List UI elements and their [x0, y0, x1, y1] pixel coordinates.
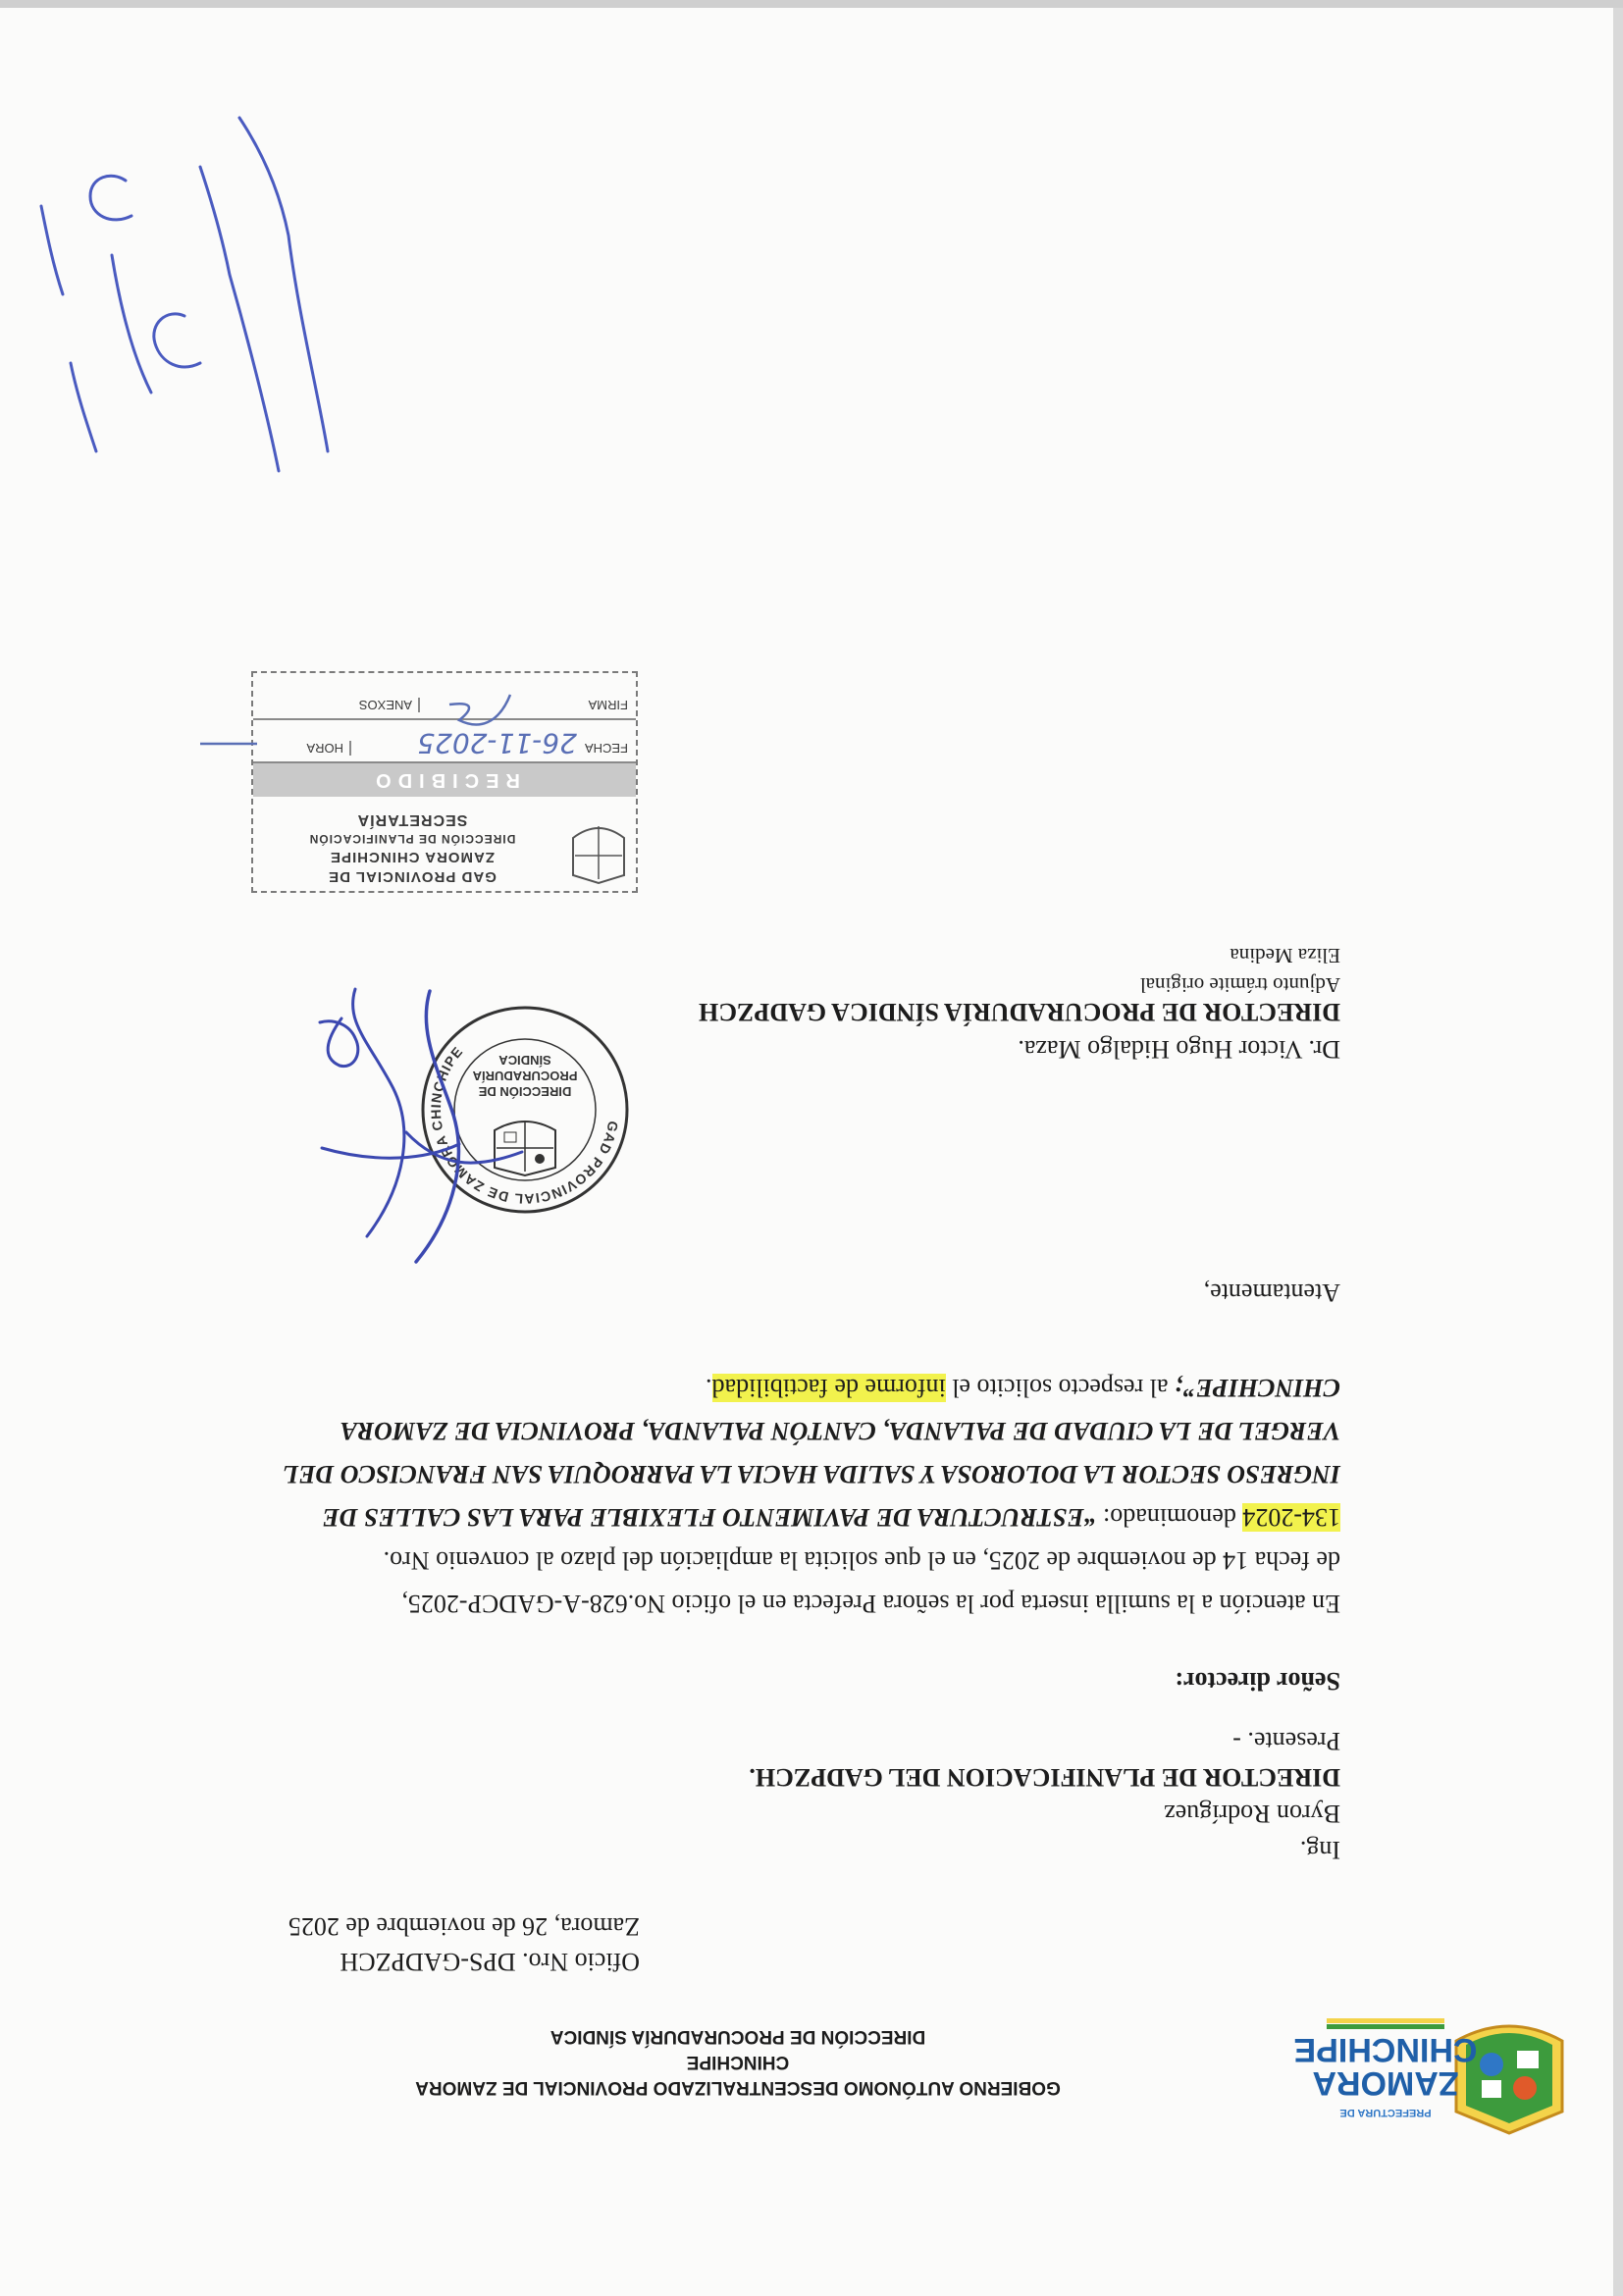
annex-note: Adjunto trámite original [1139, 973, 1340, 997]
addressee-title: Ing. [1299, 1836, 1340, 1864]
factibilidad-highlight: informe de factibilidad [711, 1374, 946, 1402]
reception-line-4: SECRETARÍA [356, 811, 468, 828]
stamp-line-2: PROCURADURÍA [472, 1069, 578, 1083]
institution-header [355, 2023, 1121, 2100]
body-line-2: de fecha 14 de noviembre de 2025, en el que solicita la ampliación del plazo al convenio Nro. [383, 1546, 1340, 1575]
signer-block [699, 993, 1340, 1068]
annex-block [1140, 941, 1340, 1000]
stamp-line-1: DIRECCIÓN DE [478, 1084, 572, 1099]
convenio-number-highlight: 134-2024 [1242, 1503, 1340, 1532]
reception-initial-scribble [440, 685, 518, 734]
salutation: Señor director: [1175, 1667, 1340, 1696]
reception-date-value: 26-11-2025 [417, 727, 577, 759]
logo-small-text: PREFECTURA DE [1339, 2107, 1432, 2118]
reception-annex-label: ANEXOS [359, 698, 420, 712]
body-line-1: En atención a la sumilla inserta por la señora Prefecta en el oficio No.628-A-GADCP-2025, [401, 1590, 1340, 1618]
body-request: al respecto solicito el [952, 1374, 1169, 1402]
addressee-position: DIRECTOR DE PLANIFICACION DEL GADPZCH. [749, 1763, 1340, 1792]
project-name-line-3: VERGEL DE LA CIUDAD DE PALANDA, CANTÓN PALANDA, PROVINCIA DE ZAMORA [340, 1417, 1340, 1445]
reception-time-label: HORA [306, 741, 351, 756]
signer-title: DIRECTOR DE PROCURADURÍA SÍNDICA GADPZCH [699, 998, 1340, 1026]
header-line-2: CHINCHIPE [686, 2052, 790, 2072]
body-period: . [706, 1374, 712, 1402]
project-name-start: “ESTRUCTURA DE PAVIMENTO FLEXIBLE PARA LAS CALLES DE [322, 1503, 1097, 1532]
letter-body [285, 1366, 1340, 1625]
closing: Atentamente, [1203, 1278, 1340, 1307]
reception-line-2: ZAMORA CHINCHIPE [330, 849, 495, 865]
reception-stamp [251, 671, 638, 893]
handwritten-note [24, 98, 347, 510]
reception-sign-row [253, 675, 636, 720]
reception-crest-icon [569, 818, 628, 883]
body-denominado: denominado: [1103, 1503, 1236, 1532]
body-line-5 [285, 1409, 1340, 1452]
scan-edge-left [1613, 0, 1623, 2296]
header-line-1: GOBIERNO AUTÓNOMO DESCENTRALIZADO PROVINCIAL DE ZAMORA [415, 2077, 1061, 2098]
project-name-end: CHINCHIPE”; [1174, 1374, 1340, 1402]
scan-edge-bottom [0, 0, 1623, 8]
stamp-line-3: SÍNDICA [498, 1053, 551, 1068]
signer-name: Dr. Victor Hugo Hidalgo Maza. [1018, 1035, 1340, 1064]
reception-sign-label: FIRMA [588, 698, 628, 712]
header-line-3: DIRECCIÓN DE PROCURADURÍA SÍNDICA [550, 2026, 926, 2047]
prefectura-logo [1293, 2002, 1568, 2139]
handwritten-signature [288, 981, 661, 1276]
reception-received-band: RECIBIDO [253, 763, 636, 797]
prepared-by: Eliza Medina [1230, 944, 1340, 967]
body-line-3 [285, 1495, 1340, 1539]
stamp-ring-text: GAD PROVINCIAL DE ZAMORA CHINCHIPE [427, 1043, 622, 1208]
reception-line-3: DIRECCIÓN DE PLANIFICACIÓN [308, 832, 516, 846]
addressee-block [749, 1723, 1340, 1868]
project-name-line-2: INGRESO SECTOR LA DOLOROSA Y SALIDA HACIA LA PARROQUIA SAN FRANCISCO DEL [283, 1460, 1340, 1488]
body-line-6 [285, 1366, 1340, 1409]
logo-chinchipe-text: CHINCHIPE [1293, 2031, 1478, 2068]
reception-line-1: GAD PROVINCIAL DE [328, 868, 497, 885]
oficio-number: Oficio Nro. DPS-GADPZCH [340, 1948, 640, 1976]
oficio-date: Zamora, 26 de noviembre de 2025 [288, 1912, 640, 1941]
addressee-name: Byron Rodríguez [1164, 1800, 1340, 1828]
addressee-presente: Presente. - [1232, 1727, 1340, 1755]
oficio-meta [288, 1908, 640, 1979]
reception-date-label: FECHA [584, 741, 628, 756]
logo-zamora-text: ZAMORA [1312, 2064, 1459, 2102]
reception-dash-mark [198, 734, 257, 754]
body-line-4 [285, 1452, 1340, 1495]
